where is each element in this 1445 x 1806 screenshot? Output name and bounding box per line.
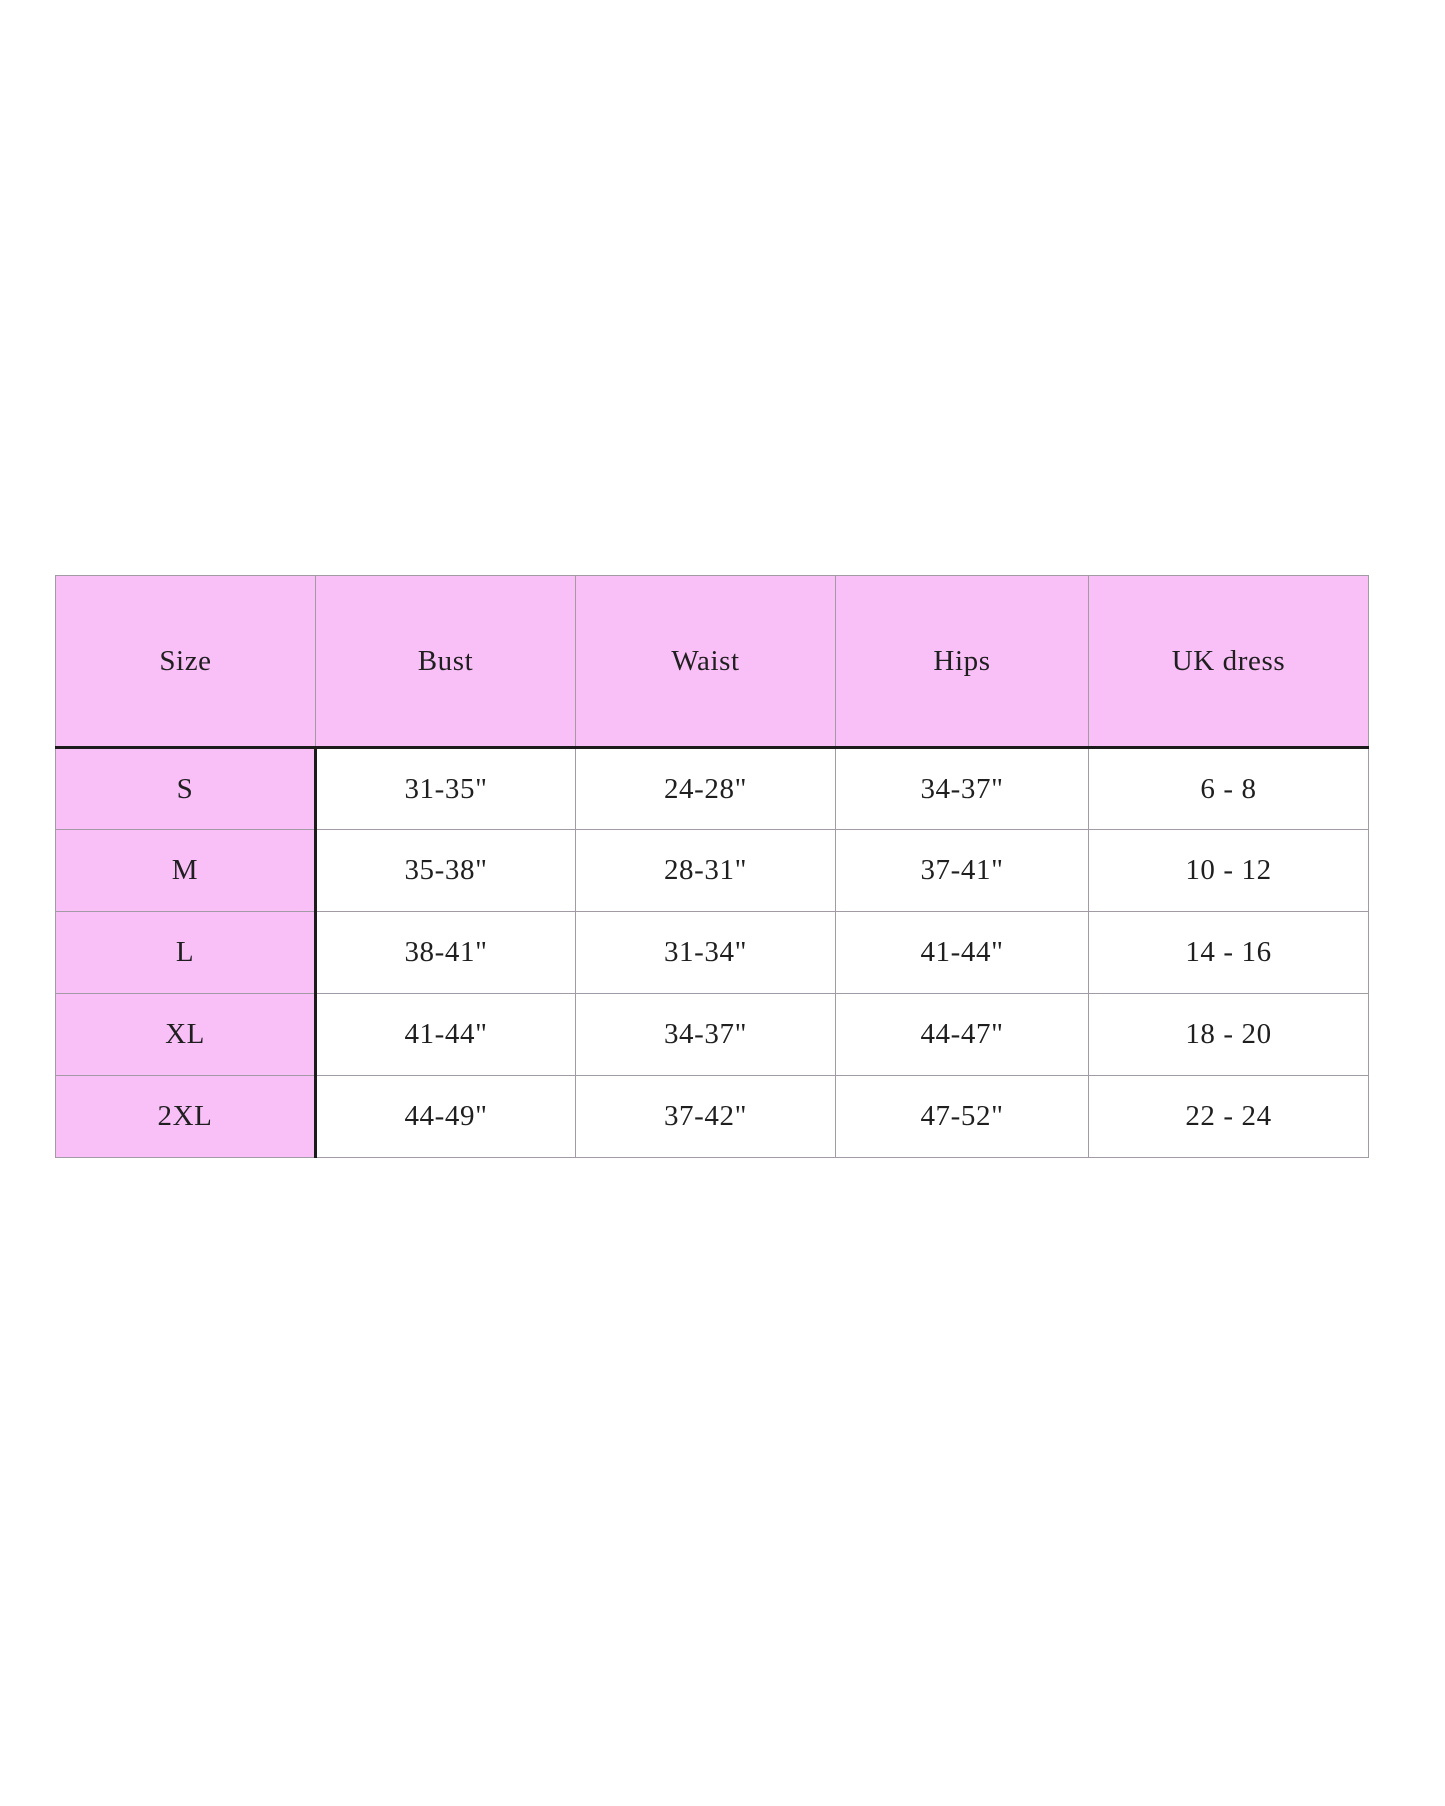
column-header-uk-dress: UK dress <box>1089 576 1369 748</box>
row-label: L <box>56 912 316 994</box>
table-cell-waist: 37-42" <box>576 1076 836 1158</box>
column-header-hips: Hips <box>836 576 1089 748</box>
table-cell-bust: 44-49" <box>316 1076 576 1158</box>
table-row-m <box>56 830 1369 912</box>
row-label: S <box>56 748 316 830</box>
header-row <box>56 576 1369 748</box>
table-row-xl <box>56 994 1369 1076</box>
table-row-2xl <box>56 1076 1369 1158</box>
table-row-s <box>56 748 1369 830</box>
table-cell-hips: 41-44" <box>836 912 1089 994</box>
table-cell-waist: 24-28" <box>576 748 836 830</box>
table-cell-uk-dress: 22 - 24 <box>1089 1076 1369 1158</box>
row-label: M <box>56 830 316 912</box>
row-label: 2XL <box>56 1076 316 1158</box>
column-header-waist: Waist <box>576 576 836 748</box>
table-cell-waist: 31-34" <box>576 912 836 994</box>
table-cell-hips: 47-52" <box>836 1076 1089 1158</box>
column-header-size: Size <box>56 576 316 748</box>
table-cell-waist: 34-37" <box>576 994 836 1076</box>
table-row-l <box>56 912 1369 994</box>
table-cell-bust: 35-38" <box>316 830 576 912</box>
table-cell-hips: 34-37" <box>836 748 1089 830</box>
table-cell-bust: 41-44" <box>316 994 576 1076</box>
table-cell-hips: 37-41" <box>836 830 1089 912</box>
table-cell-uk-dress: 6 - 8 <box>1089 748 1369 830</box>
table-cell-hips: 44-47" <box>836 994 1089 1076</box>
table-cell-waist: 28-31" <box>576 830 836 912</box>
table-cell-uk-dress: 10 - 12 <box>1089 830 1369 912</box>
table-cell-bust: 38-41" <box>316 912 576 994</box>
size-chart <box>55 575 1368 1158</box>
column-header-bust: Bust <box>316 576 576 748</box>
size-chart-table <box>55 575 1369 1158</box>
table-cell-bust: 31-35" <box>316 748 576 830</box>
table-cell-uk-dress: 18 - 20 <box>1089 994 1369 1076</box>
table-cell-uk-dress: 14 - 16 <box>1089 912 1369 994</box>
row-label: XL <box>56 994 316 1076</box>
